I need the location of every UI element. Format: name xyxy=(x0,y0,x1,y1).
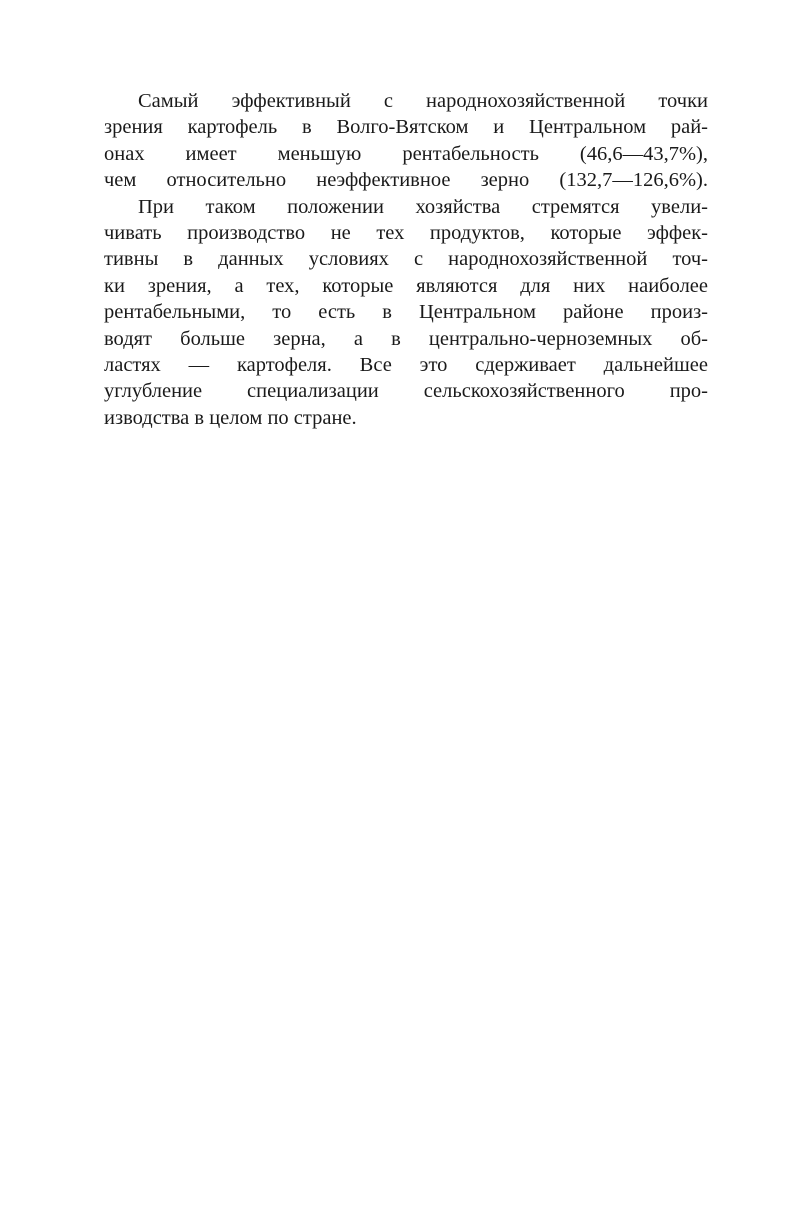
text-line: чем относительно неэффективное зерно (132,7—126,6%). xyxy=(104,169,708,192)
text-line: ки зрения, а тех, которые являются для них наиболее xyxy=(104,274,708,297)
text-line: углубление специализации сельскохозяйственного про- xyxy=(104,380,708,403)
text-line: чивать производство не тех продуктов, которые эффек- xyxy=(104,221,708,244)
text-line: изводства в целом по стране. xyxy=(104,406,357,429)
body-text xyxy=(104,88,708,431)
text-line: Самый эффективный с народнохозяйственной точки xyxy=(138,90,708,112)
paragraph-2 xyxy=(104,194,708,432)
text-line: онах имеет меньшую рентабельность (46,6—43,7%), xyxy=(104,142,708,165)
text-line: водят больше зерна, а в центрально-черноземных об- xyxy=(104,327,708,350)
text-line: При таком положении хозяйства стремятся увели- xyxy=(138,195,708,218)
text-line: рентабельными, то есть в Центральном районе произ- xyxy=(104,301,708,324)
paragraph-1 xyxy=(104,88,708,194)
text-line: тивны в данных условиях с народнохозяйственной точ- xyxy=(104,248,708,271)
text-line: зрения картофель в Волго-Вятском и Центральном рай- xyxy=(104,116,708,139)
text-line: ластях — картофеля. Все это сдерживает дальнейшее xyxy=(104,353,708,376)
